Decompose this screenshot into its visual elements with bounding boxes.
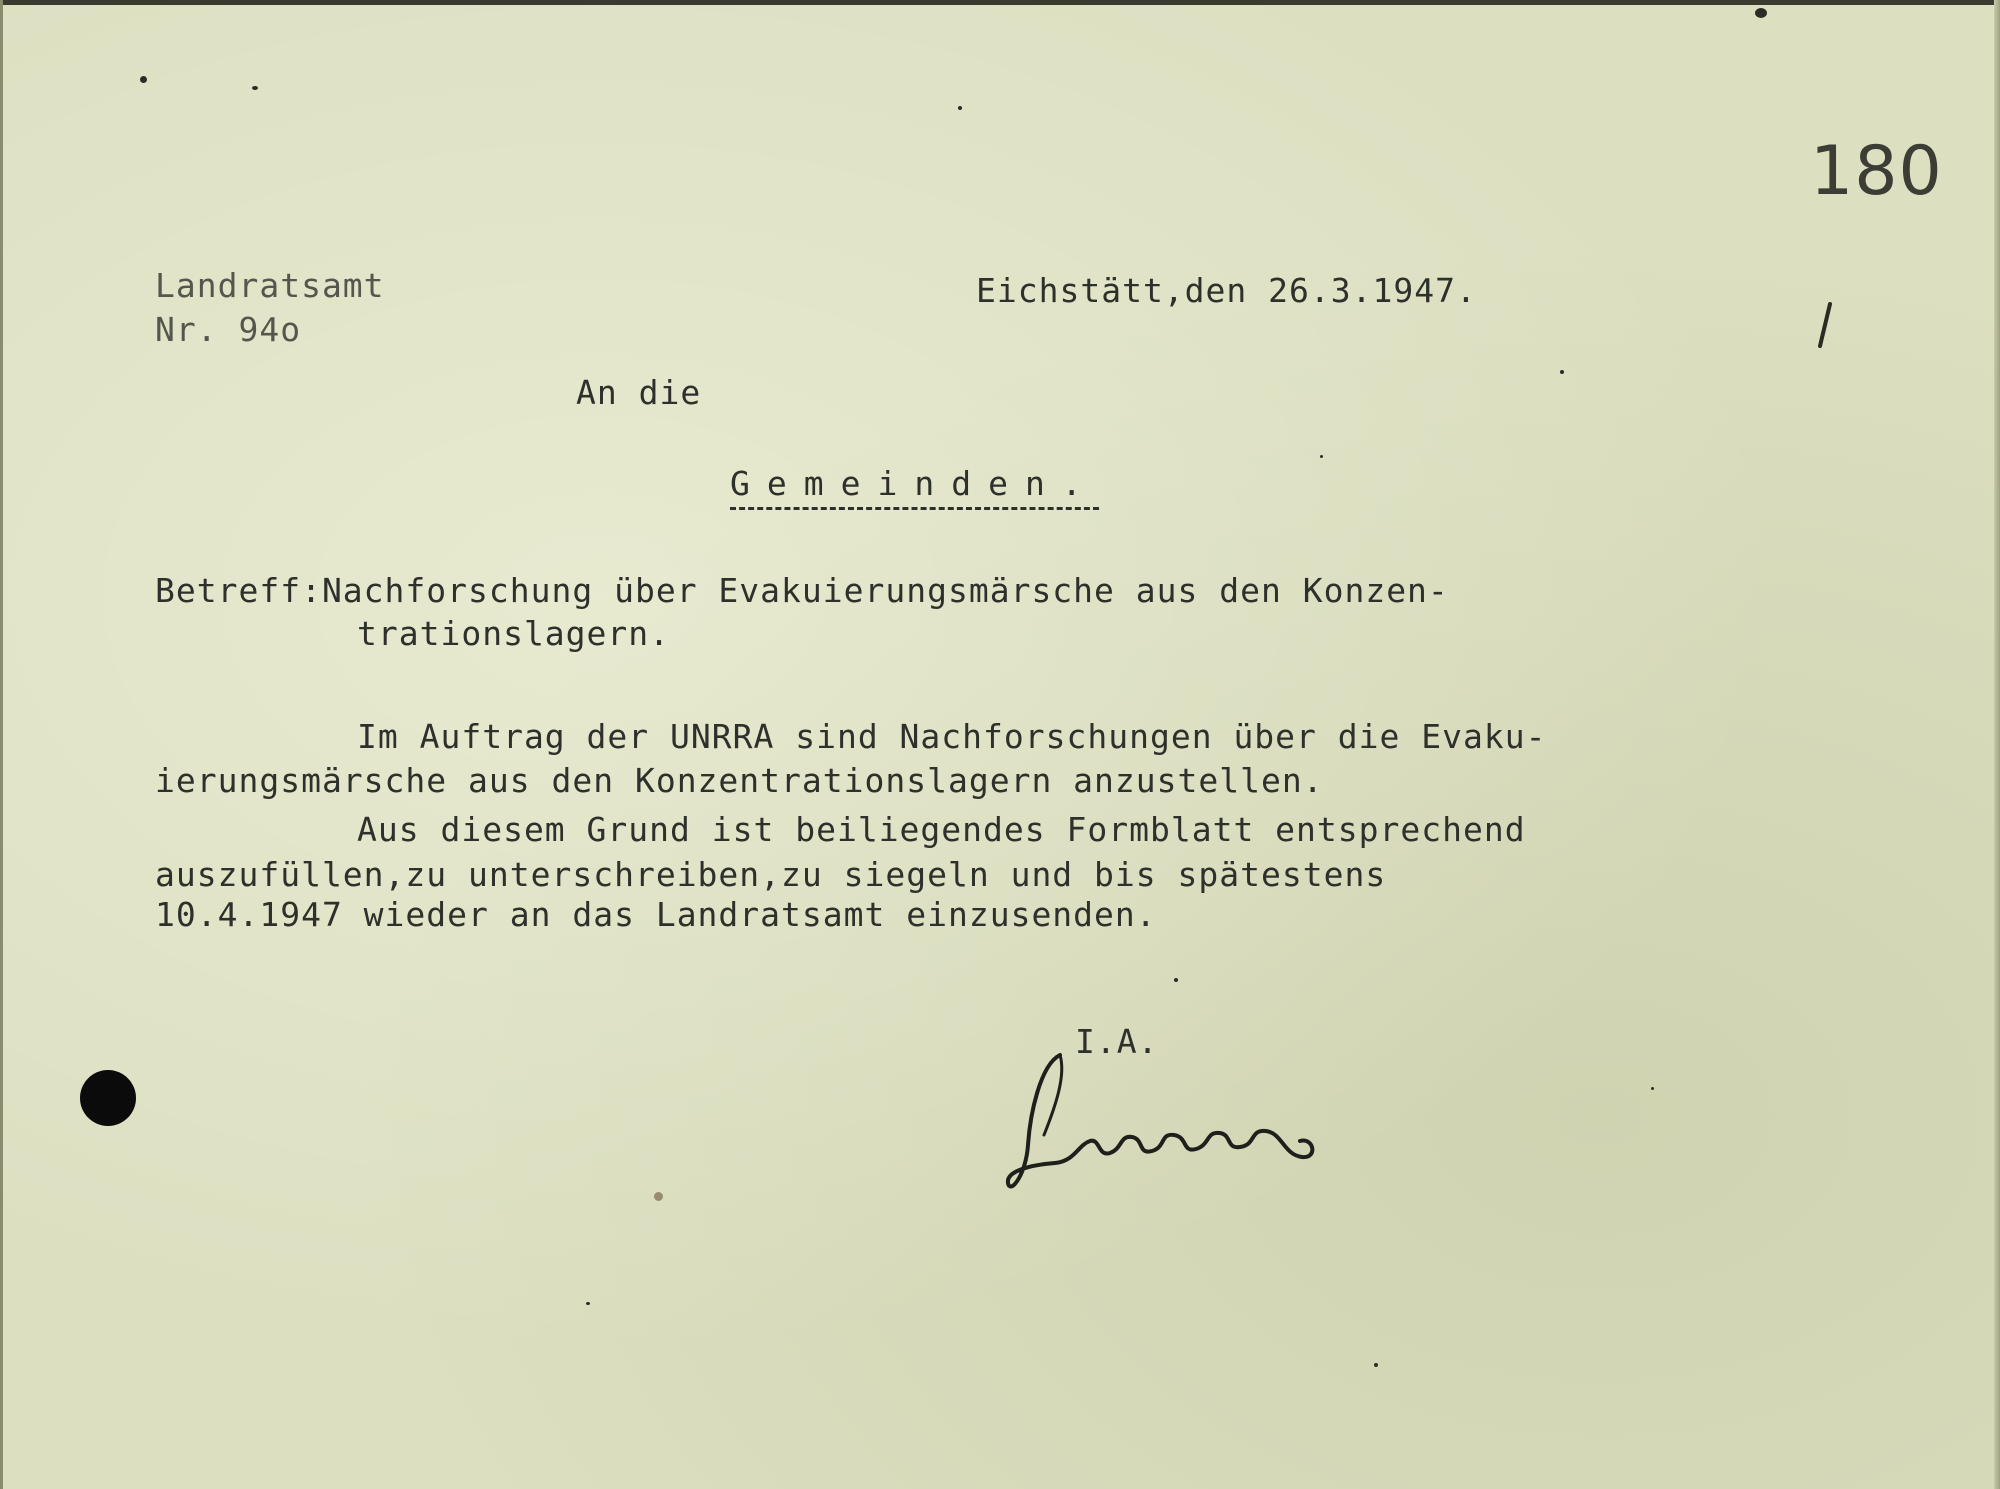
- pencil-mark-icon: [1810, 300, 1840, 350]
- speck: [1651, 1087, 1654, 1090]
- body-line-5: 10.4.1947 wieder an das Landratsamt einzusenden.: [155, 895, 1157, 934]
- body-line-3: Aus diesem Grund ist beiliegendes Formblatt entsprechend: [357, 810, 1526, 849]
- addressee-heading: Gemeinden.: [730, 464, 1099, 510]
- subject-line-2: trationslagern.: [357, 614, 671, 653]
- body-line-4: auszufüllen,zu unterschreiben,zu siegeln und bis spätestens: [155, 855, 1387, 894]
- speck: [958, 106, 962, 110]
- speck: [140, 76, 147, 83]
- speck: [1374, 1363, 1378, 1367]
- speck: [252, 86, 258, 90]
- scan-edge-top: [0, 0, 2000, 5]
- closing-ia: I.A.: [1075, 1022, 1159, 1061]
- scan-edge-right: [1994, 0, 2000, 1489]
- sender-reference: Nr. 94o: [155, 310, 302, 349]
- salutation: An die: [576, 373, 702, 412]
- body-line-2: ierungsmärsche aus den Konzentrationslagern anzustellen.: [155, 761, 1324, 800]
- handwritten-signature-icon: [1000, 1045, 1330, 1205]
- speck: [1320, 455, 1323, 458]
- body-line-1: Im Auftrag der UNRRA sind Nachforschungen über die Evaku-: [357, 717, 1547, 756]
- place-date: Eichstätt,den 26.3.1947.: [976, 271, 1477, 310]
- archive-number: 180: [1810, 132, 1943, 211]
- sender-office: Landratsamt: [155, 266, 385, 305]
- speck: [1755, 8, 1767, 18]
- subject-line-1: Betreff:Nachforschung über Evakuierungsmärsche aus den Konzen-: [155, 571, 1449, 610]
- speck: [586, 1302, 590, 1305]
- punch-hole: [80, 1070, 136, 1126]
- speck: [1560, 370, 1564, 374]
- speck: [654, 1192, 663, 1201]
- speck: [1174, 978, 1178, 982]
- scan-edge-left: [0, 0, 3, 1489]
